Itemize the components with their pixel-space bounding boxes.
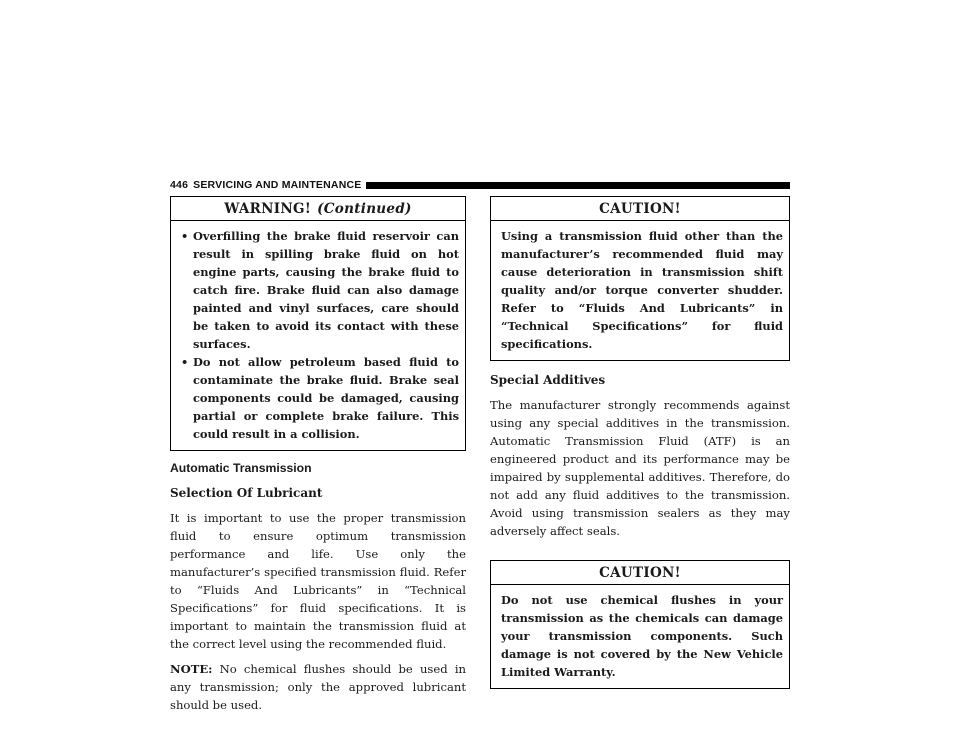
- warning-title-text: WARNING!: [224, 201, 312, 217]
- caution-title-1: CAUTION!: [491, 197, 789, 221]
- caution-box-2: [490, 560, 790, 689]
- warning-bullet-1-text: Overfilling the brake fluid reservoir can result in spilling brake fluid on hot engine parts, causing the brake fluid to catch fire. Brake fluid can also damage painted and vinyl surfaces, care should be taken to avoid its contact with these surfaces.: [193, 229, 459, 351]
- subheading-additives: Special Additives: [490, 373, 606, 387]
- bullet-icon: •: [181, 355, 189, 369]
- warning-bullet-2-text: Do not allow petroleum based fluid to contaminate the brake fluid. Brake seal components could be damaged, causing partial or complete brake failure. This could result in a collision.: [193, 355, 459, 441]
- warning-continued: (Continued): [317, 201, 412, 217]
- note-label: NOTE:: [170, 662, 213, 676]
- note-text: No chemical flushes should be used in any transmission; only the approved lubricant should be used.: [170, 662, 466, 712]
- section-title: SERVICING AND MAINTENANCE: [193, 179, 362, 191]
- page-header: [170, 178, 790, 192]
- caution-title-2: CAUTION!: [491, 561, 789, 585]
- caution-box-1: [490, 196, 790, 361]
- section-heading: Automatic Transmission: [170, 461, 312, 475]
- warning-list: [181, 227, 459, 443]
- warning-bullet-2: [181, 353, 459, 443]
- caution-text-1: Using a transmission fluid other than the manufacturer’s recommended fluid may cause deterioration in transmission shift quality and/or torque converter shudder. Refer to “Fluids And Lubricants” in “Technical Specifications” for fluid specifications.: [501, 229, 783, 351]
- left-column: [170, 196, 466, 714]
- warning-box: [170, 196, 466, 451]
- additives-paragraph: The manufacturer strongly recommends against using any special additives in the transmission. Automatic Transmission Fluid (ATF) is an engineered product and its performance may be impaired by supplemental additives. Therefore, do not add any fluid additives to the transmission. Avoid using transmission sealers as they may adversely affect seals.: [490, 398, 790, 538]
- lubricant-paragraph: It is important to use the proper transmission fluid to ensure optimum transmission performance and life. Use only the manufacturer’s specified transmission fluid. Refer to “Fluids And Lubricants” in “Technical Specifications” for fluid specifications. It is important to maintain the transmission fluid at the correct level using the recommended fluid.: [170, 511, 466, 651]
- bullet-icon: •: [181, 229, 189, 243]
- warning-bullet-1: [181, 227, 459, 353]
- warning-title: [171, 197, 465, 221]
- page-number: 446: [170, 179, 189, 191]
- subheading-lubricant: Selection Of Lubricant: [170, 486, 323, 500]
- header-rule: [366, 182, 790, 189]
- caution-text-2: Do not use chemical flushes in your transmission as the chemicals can damage your transmission components. Such damage is not covered by the New Vehicle Limited Warranty.: [501, 593, 783, 679]
- note-paragraph: [170, 660, 466, 714]
- right-column: [490, 196, 790, 689]
